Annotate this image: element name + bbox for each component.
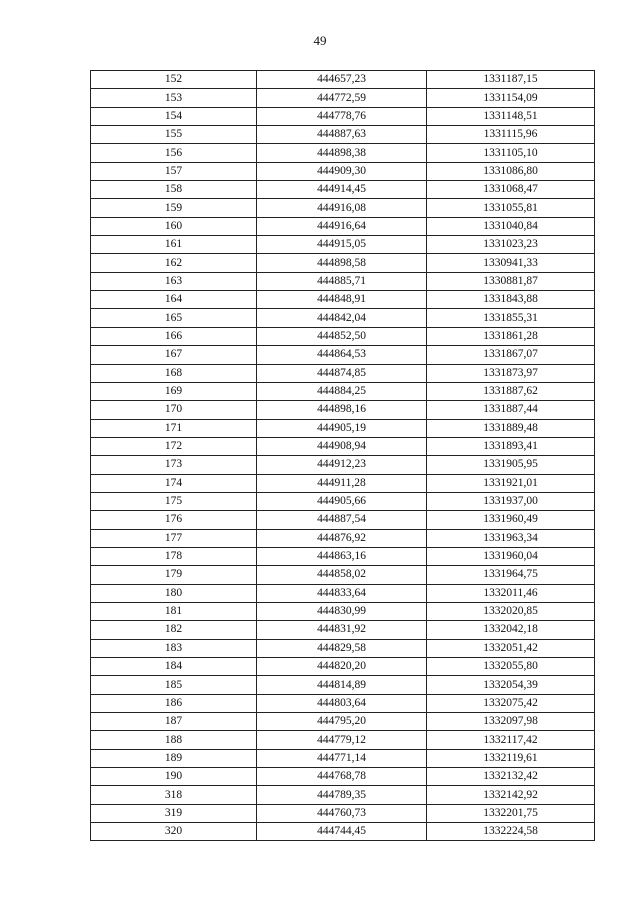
table-row [91,547,595,565]
x-coordinate-cell: 444829,58 [257,639,427,657]
y-coordinate-cell: 1331867,07 [427,346,595,364]
y-coordinate-cell: 1331964,75 [427,566,595,584]
table-row [91,804,595,822]
point-number-cell: 319 [91,804,257,822]
point-number-cell: 168 [91,364,257,382]
y-coordinate-cell: 1331154,09 [427,89,595,107]
point-number-cell: 170 [91,401,257,419]
coordinates-table [90,70,595,841]
point-number-cell: 318 [91,786,257,804]
x-coordinate-cell: 444771,14 [257,749,427,767]
y-coordinate-cell: 1331960,04 [427,547,595,565]
point-number-cell: 188 [91,731,257,749]
y-coordinate-cell: 1332042,18 [427,621,595,639]
coordinates-table-body [91,71,595,841]
point-number-cell: 165 [91,309,257,327]
y-coordinate-cell: 1332224,58 [427,823,595,841]
table-row [91,529,595,547]
table-row [91,602,595,620]
point-number-cell: 182 [91,621,257,639]
point-number-cell: 166 [91,327,257,345]
x-coordinate-cell: 444864,53 [257,346,427,364]
point-number-cell: 177 [91,529,257,547]
table-row [91,768,595,786]
x-coordinate-cell: 444884,25 [257,382,427,400]
point-number-cell: 190 [91,768,257,786]
table-row [91,162,595,180]
table-row [91,437,595,455]
x-coordinate-cell: 444915,05 [257,236,427,254]
y-coordinate-cell: 1331905,95 [427,456,595,474]
point-number-cell: 179 [91,566,257,584]
point-number-cell: 181 [91,602,257,620]
point-number-cell: 171 [91,419,257,437]
point-number-cell: 180 [91,584,257,602]
y-coordinate-cell: 1331115,96 [427,126,595,144]
x-coordinate-cell: 444831,92 [257,621,427,639]
x-coordinate-cell: 444830,99 [257,602,427,620]
point-number-cell: 157 [91,162,257,180]
point-number-cell: 163 [91,272,257,290]
point-number-cell: 172 [91,437,257,455]
x-coordinate-cell: 444814,89 [257,676,427,694]
table-row [91,217,595,235]
x-coordinate-cell: 444876,92 [257,529,427,547]
table-row [91,199,595,217]
table-row [91,181,595,199]
y-coordinate-cell: 1331887,62 [427,382,595,400]
x-coordinate-cell: 444744,45 [257,823,427,841]
point-number-cell: 184 [91,658,257,676]
x-coordinate-cell: 444768,78 [257,768,427,786]
x-coordinate-cell: 444778,76 [257,107,427,125]
x-coordinate-cell: 444914,45 [257,181,427,199]
y-coordinate-cell: 1331921,01 [427,474,595,492]
point-number-cell: 185 [91,676,257,694]
x-coordinate-cell: 444898,38 [257,144,427,162]
x-coordinate-cell: 444916,64 [257,217,427,235]
table-row [91,456,595,474]
point-number-cell: 152 [91,71,257,89]
x-coordinate-cell: 444863,16 [257,547,427,565]
y-coordinate-cell: 1332117,42 [427,731,595,749]
y-coordinate-cell: 1332119,61 [427,749,595,767]
table-row [91,474,595,492]
point-number-cell: 178 [91,547,257,565]
y-coordinate-cell: 1332055,80 [427,658,595,676]
x-coordinate-cell: 444803,64 [257,694,427,712]
x-coordinate-cell: 444874,85 [257,364,427,382]
table-row [91,713,595,731]
table-row [91,254,595,272]
point-number-cell: 189 [91,749,257,767]
x-coordinate-cell: 444789,35 [257,786,427,804]
table-row [91,309,595,327]
x-coordinate-cell: 444898,58 [257,254,427,272]
y-coordinate-cell: 1331960,49 [427,511,595,529]
y-coordinate-cell: 1331861,28 [427,327,595,345]
table-row [91,382,595,400]
y-coordinate-cell: 1331148,51 [427,107,595,125]
y-coordinate-cell: 1330941,33 [427,254,595,272]
x-coordinate-cell: 444885,71 [257,272,427,290]
point-number-cell: 162 [91,254,257,272]
y-coordinate-cell: 1331963,34 [427,529,595,547]
x-coordinate-cell: 444842,04 [257,309,427,327]
y-coordinate-cell: 1332132,42 [427,768,595,786]
point-number-cell: 159 [91,199,257,217]
x-coordinate-cell: 444912,23 [257,456,427,474]
y-coordinate-cell: 1332142,92 [427,786,595,804]
x-coordinate-cell: 444820,20 [257,658,427,676]
x-coordinate-cell: 444905,19 [257,419,427,437]
y-coordinate-cell: 1330881,87 [427,272,595,290]
table-row [91,621,595,639]
table-row [91,676,595,694]
table-row [91,731,595,749]
y-coordinate-cell: 1331893,41 [427,437,595,455]
table-row [91,401,595,419]
table-row [91,584,595,602]
point-number-cell: 156 [91,144,257,162]
x-coordinate-cell: 444905,66 [257,492,427,510]
y-coordinate-cell: 1331040,84 [427,217,595,235]
point-number-cell: 155 [91,126,257,144]
x-coordinate-cell: 444760,73 [257,804,427,822]
y-coordinate-cell: 1332051,42 [427,639,595,657]
point-number-cell: 186 [91,694,257,712]
point-number-cell: 153 [91,89,257,107]
x-coordinate-cell: 444898,16 [257,401,427,419]
y-coordinate-cell: 1331068,47 [427,181,595,199]
table-row [91,71,595,89]
point-number-cell: 175 [91,492,257,510]
table-row [91,419,595,437]
point-number-cell: 174 [91,474,257,492]
y-coordinate-cell: 1331855,31 [427,309,595,327]
table-row [91,823,595,841]
table-row [91,566,595,584]
table-row [91,126,595,144]
y-coordinate-cell: 1332011,46 [427,584,595,602]
table-row [91,291,595,309]
x-coordinate-cell: 444908,94 [257,437,427,455]
y-coordinate-cell: 1331023,23 [427,236,595,254]
x-coordinate-cell: 444887,63 [257,126,427,144]
x-coordinate-cell: 444911,28 [257,474,427,492]
y-coordinate-cell: 1331937,00 [427,492,595,510]
y-coordinate-cell: 1331105,10 [427,144,595,162]
table-row [91,694,595,712]
table-row [91,327,595,345]
y-coordinate-cell: 1331887,44 [427,401,595,419]
y-coordinate-cell: 1331873,97 [427,364,595,382]
x-coordinate-cell: 444833,64 [257,584,427,602]
table-row [91,786,595,804]
y-coordinate-cell: 1331086,80 [427,162,595,180]
table-row [91,236,595,254]
table-row [91,346,595,364]
y-coordinate-cell: 1332097,98 [427,713,595,731]
x-coordinate-cell: 444909,30 [257,162,427,180]
table-row [91,364,595,382]
table-row [91,658,595,676]
table-row [91,749,595,767]
point-number-cell: 158 [91,181,257,199]
y-coordinate-cell: 1332054,39 [427,676,595,694]
y-coordinate-cell: 1331187,15 [427,71,595,89]
table-row [91,144,595,162]
point-number-cell: 161 [91,236,257,254]
table-row [91,272,595,290]
table-row [91,89,595,107]
y-coordinate-cell: 1332020,85 [427,602,595,620]
point-number-cell: 169 [91,382,257,400]
table-row [91,492,595,510]
table-row [91,107,595,125]
table-row [91,511,595,529]
x-coordinate-cell: 444657,23 [257,71,427,89]
point-number-cell: 183 [91,639,257,657]
x-coordinate-cell: 444852,50 [257,327,427,345]
y-coordinate-cell: 1331889,48 [427,419,595,437]
x-coordinate-cell: 444858,02 [257,566,427,584]
point-number-cell: 167 [91,346,257,364]
point-number-cell: 160 [91,217,257,235]
point-number-cell: 173 [91,456,257,474]
point-number-cell: 154 [91,107,257,125]
point-number-cell: 164 [91,291,257,309]
point-number-cell: 320 [91,823,257,841]
x-coordinate-cell: 444887,54 [257,511,427,529]
table-row [91,639,595,657]
x-coordinate-cell: 444772,59 [257,89,427,107]
x-coordinate-cell: 444779,12 [257,731,427,749]
y-coordinate-cell: 1332201,75 [427,804,595,822]
x-coordinate-cell: 444795,20 [257,713,427,731]
x-coordinate-cell: 444916,08 [257,199,427,217]
y-coordinate-cell: 1331843,88 [427,291,595,309]
page-number: 49 [313,33,327,48]
y-coordinate-cell: 1331055,81 [427,199,595,217]
point-number-cell: 187 [91,713,257,731]
x-coordinate-cell: 444848,91 [257,291,427,309]
y-coordinate-cell: 1332075,42 [427,694,595,712]
point-number-cell: 176 [91,511,257,529]
